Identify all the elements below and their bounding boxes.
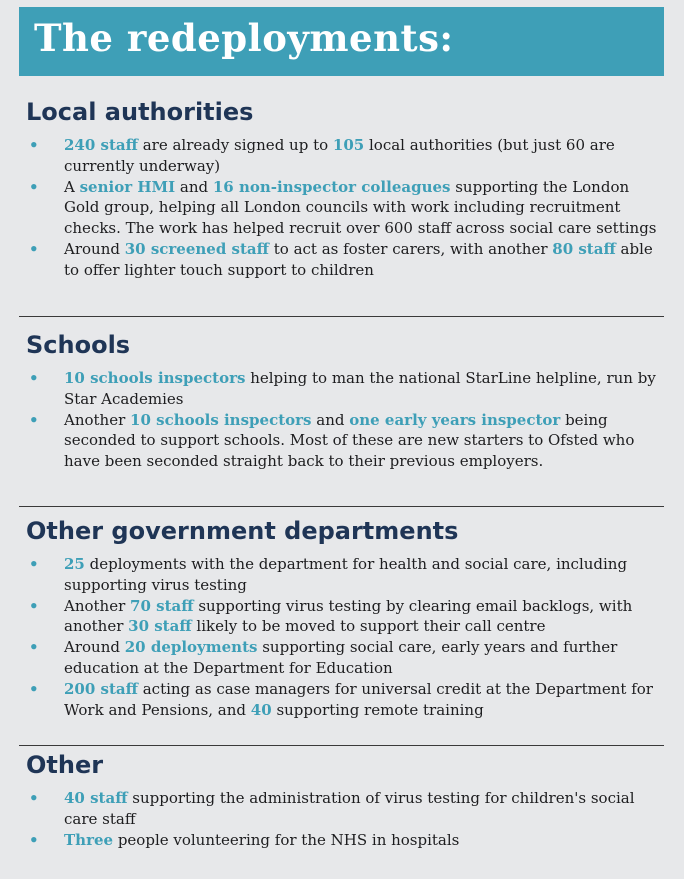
section-local-authorities [26, 98, 666, 281]
list-item [26, 788, 666, 830]
bullet-list [26, 554, 666, 720]
item-text: local authorities (but just 60 are currently underway) [64, 136, 615, 175]
item-text: supporting remote training [271, 700, 484, 719]
bullet-icon: • [29, 136, 39, 154]
highlight-figure: Three [64, 830, 114, 849]
list-item [26, 679, 666, 721]
list-item [26, 830, 666, 851]
section-divider [19, 316, 664, 317]
section-divider [19, 745, 664, 746]
highlight-figure: one early years inspector [349, 410, 561, 429]
item-text: being seconded to support schools. Most of these are new starters to Ofsted who have been seconded straight back to their previous employers. [64, 410, 635, 471]
list-item [26, 637, 666, 679]
item-text: supporting social care, early years and further education at the Department for Education [64, 638, 618, 677]
highlight-figure: 25 [64, 555, 85, 573]
item-text: Another [64, 410, 131, 429]
page-title: The redeployments: [34, 16, 454, 60]
highlight-figure: 10 schools inspectors [130, 410, 312, 429]
item-text: supporting the London Gold group, helping all London councils with work including recruitment checks. The work has helped recruit over 600 staff across social care settings [64, 177, 657, 238]
highlight-figure: senior HMI [79, 177, 176, 196]
item-text: able to offer lighter touch support to children [64, 239, 653, 279]
item-text: deployments with the department for health and social care, including supporting virus testing [64, 555, 628, 594]
item-text: are already signed up to [137, 136, 333, 154]
item-text: acting as case managers for universal credit at the Department for Work and Pensions, and [64, 679, 653, 719]
item-text: and [311, 410, 350, 429]
highlight-figure: 240 staff [64, 136, 138, 154]
section-heading: Schools [26, 331, 131, 359]
bullet-icon: • [29, 789, 39, 807]
highlight-figure: 200 staff [64, 679, 138, 698]
title-banner [19, 7, 664, 76]
section-divider [19, 506, 664, 507]
section-heading: Other government departments [26, 517, 459, 545]
highlight-figure: 20 deployments [124, 638, 258, 657]
highlight-figure: 105 [332, 136, 365, 154]
item-text: helping to man the national StarLine helpline, run by Star Academies [64, 369, 656, 408]
list-item [26, 368, 666, 410]
bullet-icon: • [29, 410, 39, 429]
bullet-icon: • [29, 596, 39, 615]
list-item [26, 554, 666, 596]
section-other [26, 751, 666, 850]
bullet-icon: • [29, 830, 39, 849]
bullet-icon: • [29, 239, 39, 258]
item-text: people volunteering for the NHS in hospitals [113, 830, 460, 849]
list-item [26, 177, 666, 239]
highlight-figure: 70 staff [130, 596, 194, 615]
highlight-figure: 40 [250, 700, 272, 719]
list-item [26, 135, 666, 177]
list-item [26, 596, 666, 638]
item-text: Around [64, 239, 125, 258]
highlight-figure: 16 non-inspector colleagues [212, 177, 451, 196]
highlight-figure: 30 screened staff [124, 239, 269, 258]
section-other-government-departments [26, 517, 666, 720]
highlight-figure: 40 staff [64, 789, 128, 807]
item-text: to act as foster carers, with another [268, 239, 553, 258]
bullet-icon: • [29, 555, 39, 573]
bullet-list [26, 135, 666, 281]
highlight-figure: 10 schools inspectors [64, 369, 246, 387]
bullet-list [26, 788, 666, 850]
list-item [26, 239, 666, 281]
section-heading: Other [26, 751, 104, 779]
bullet-icon: • [29, 177, 39, 196]
bullet-icon: • [29, 679, 39, 698]
section-heading: Local authorities [26, 98, 254, 126]
item-text: Another [64, 596, 131, 615]
highlight-figure: 80 staff [552, 239, 616, 258]
bullet-list [26, 368, 666, 472]
section-schools [26, 331, 666, 472]
item-text: supporting virus testing by clearing email backlogs, with another [64, 596, 633, 636]
bullet-icon: • [29, 369, 39, 387]
bullet-icon: • [29, 638, 39, 657]
item-text: A [64, 177, 80, 196]
item-text: likely to be moved to support their call centre [191, 617, 546, 636]
item-text: Around [64, 638, 125, 657]
item-text: and [175, 177, 213, 196]
item-text: supporting the administration of virus testing for children's social care staff [64, 789, 635, 828]
highlight-figure: 30 staff [128, 617, 192, 636]
list-item [26, 410, 666, 472]
